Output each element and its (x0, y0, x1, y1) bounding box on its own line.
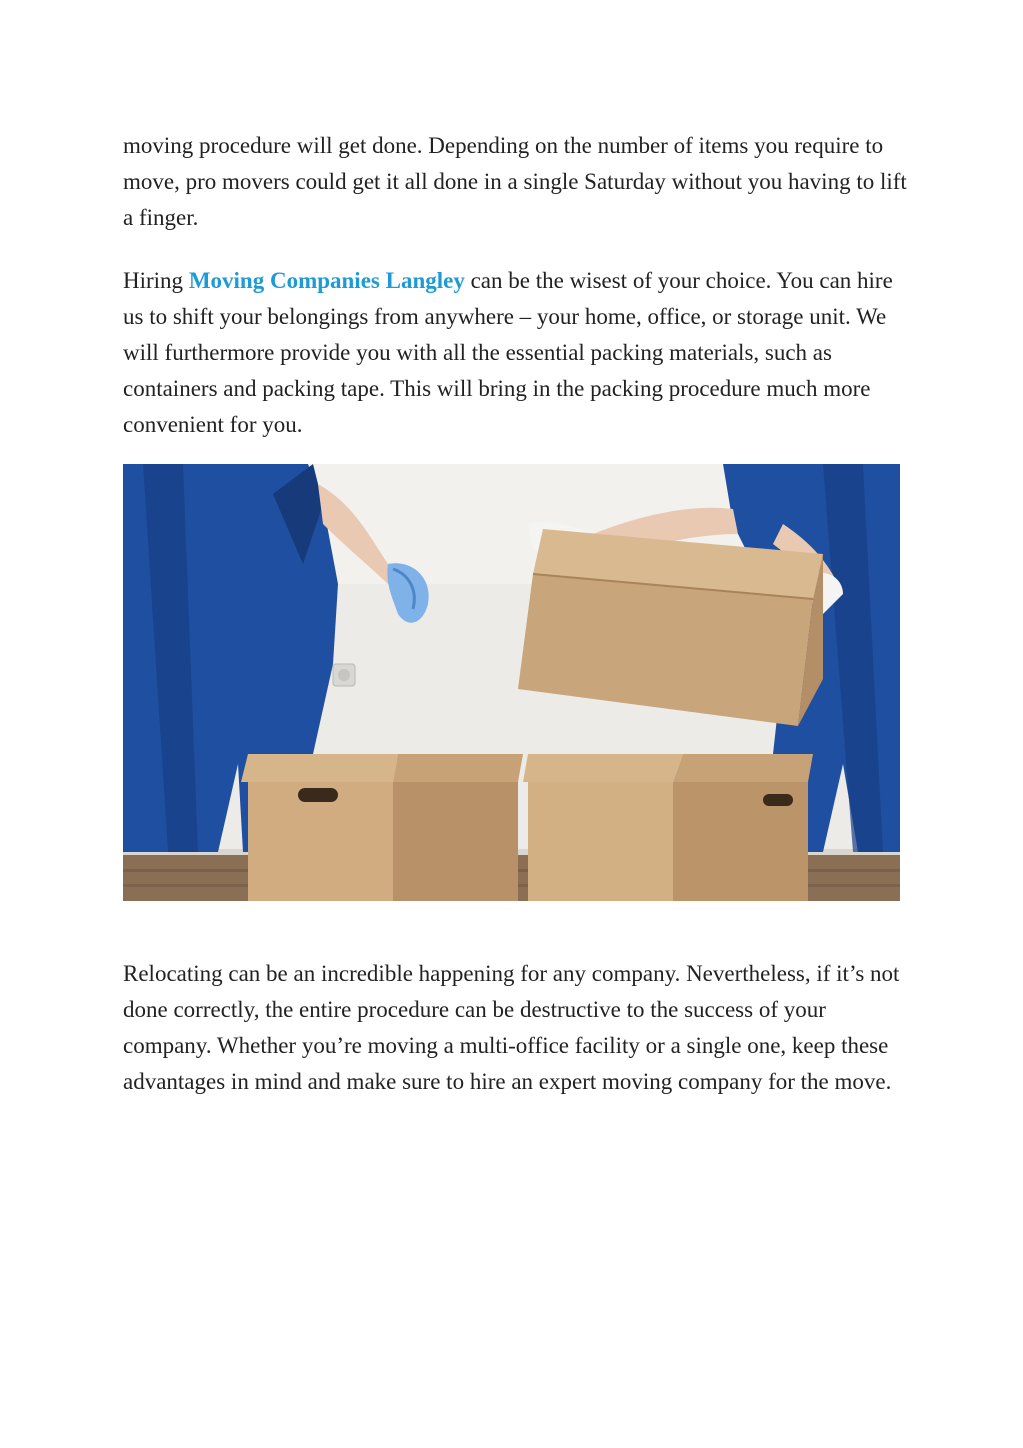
movers-photo (123, 464, 900, 901)
paragraph-text-start: Hiring (123, 268, 189, 293)
paragraph-hiring (123, 263, 913, 443)
paragraph-text: Relocating can be an incredible happening for any company. Nevertheless, if it’s not done correctly, the entire procedure can be destructive to the success of your company. Whether you’re moving a multi-office facility or a single one, keep these advantages in mind and make sure to hire an expert moving company for the move. (123, 961, 900, 1094)
paragraph-text: moving procedure will get done. Depending on the number of items you require to move, pro movers could get it all done in a single Saturday without you having to lift a finger. (123, 133, 907, 230)
moving-companies-link[interactable]: Moving Companies Langley (188, 268, 465, 293)
paragraph-text-end: can be the wisest of your choice. You can hire us to shift your belongings from anywhere – your home, office, or storage unit. We will furthermore provide you with all the essential packing materials, such as containers and packing tape. This will bring in the packing procedure much more convenient for you. (123, 268, 893, 437)
paragraph-relocating (123, 956, 913, 1100)
paragraph-intro (123, 128, 913, 236)
